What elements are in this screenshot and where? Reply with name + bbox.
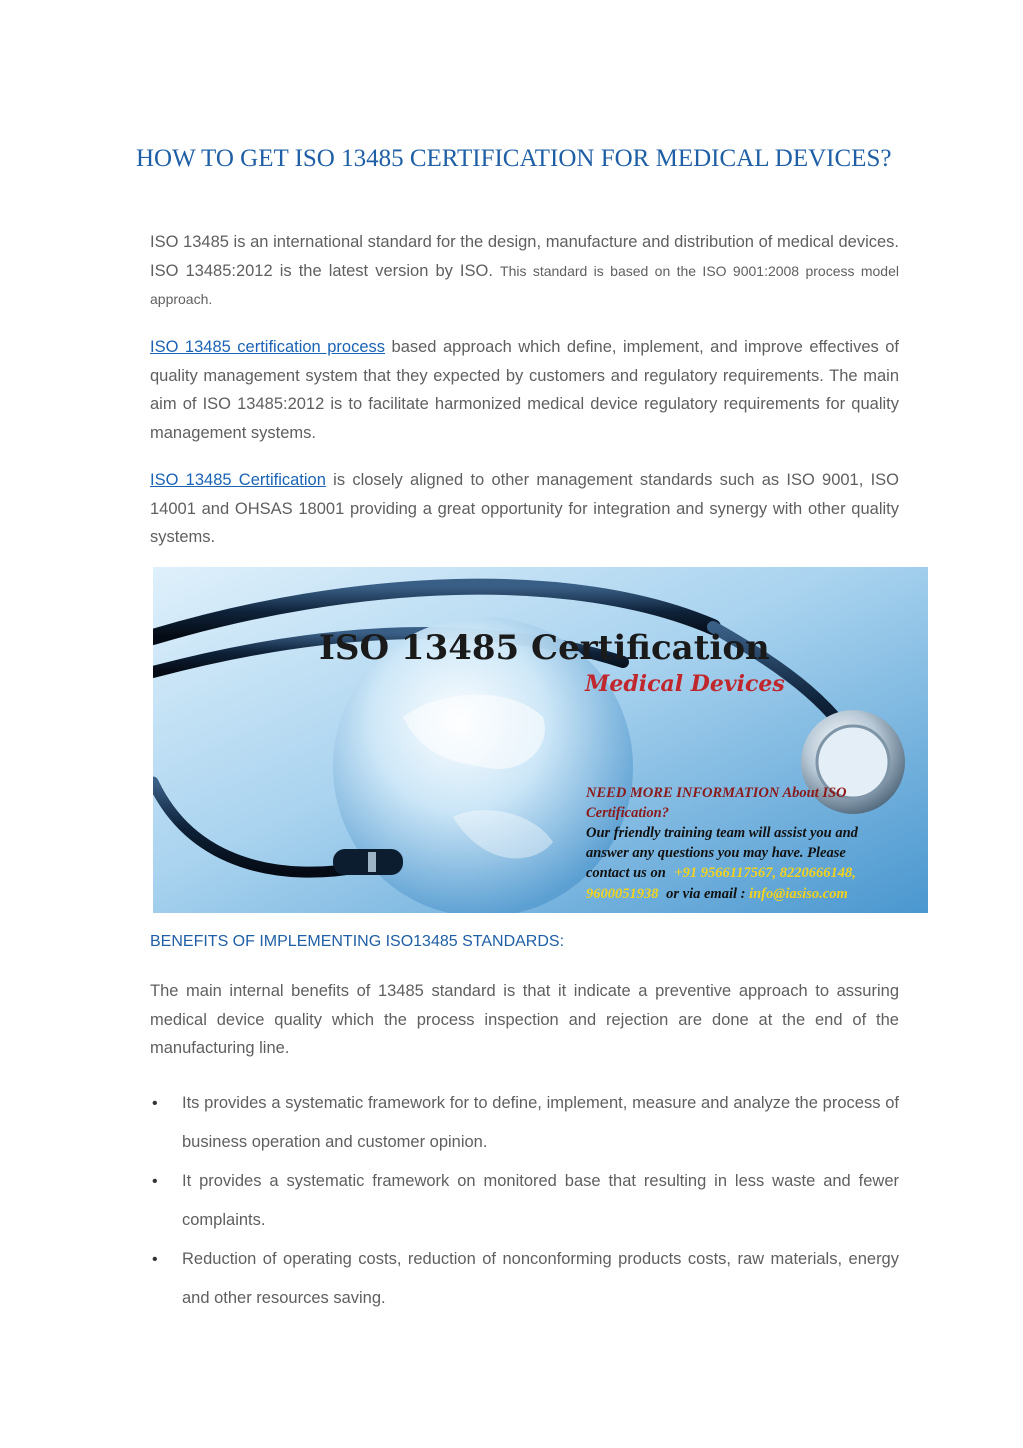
benefits-heading: BENEFITS OF IMPLEMENTING ISO13485 STANDARDS: [150, 933, 565, 950]
list-item [150, 1240, 899, 1318]
list-item-text: It provides a systematic framework on monitored base that resulting in less waste and fewer complaints. [182, 1172, 899, 1229]
list-item [150, 1084, 899, 1162]
banner-line-2: answer any questions you may have. Please [586, 845, 846, 861]
certification-link[interactable]: ISO 13485 Certification [150, 471, 326, 489]
bullet-glyph: • [152, 1173, 158, 1190]
intro-text: ISO 13485 is an international standard for the design, manufacture and distribution of medical devices. ISO 13485:2012 is the latest version by ISO. [150, 233, 899, 280]
benefits-intro-paragraph: The main internal benefits of 13485 standard is that it indicate a preventive approach to assuring medical device quality which the process inspection and rejection are done at the end of the manufacturing line. [150, 982, 899, 1057]
banner-heading: ISO 13485 Certification [319, 628, 770, 668]
banner-need-info: NEED MORE INFORMATION About ISO [586, 785, 847, 801]
intro-text-small: This standard is based on the ISO 9001:2008 process model approach. [150, 262, 899, 307]
certification-process-link[interactable]: ISO 13485 certification process [150, 338, 386, 356]
banner-subheading: Medical Devices [585, 671, 785, 697]
banner-contact-prefix: contact us on [586, 865, 666, 881]
list-item [150, 1162, 899, 1240]
list-item-text: Its provides a systematic framework for to define, implement, measure and analyze the process of business operation and customer opinion. [182, 1094, 899, 1151]
process-paragraph [150, 333, 899, 447]
banner-need-info-2: Certification? [586, 805, 669, 821]
banner-phones: +91 9566117567, 8220666148, [674, 865, 856, 881]
banner-email-prefix: or via email : [666, 886, 746, 902]
alignment-text: is closely aligned to other management standards such as ISO 9001, ISO 14001 and OHSAS 18001 providing a great opportunity for integration and synergy with other quality systems. [150, 471, 899, 546]
intro-paragraph [150, 228, 899, 314]
banner-contact [586, 865, 856, 881]
banner-line-1: Our friendly training team will assist you and [586, 825, 858, 841]
benefits-list [150, 1084, 899, 1318]
banner-image [153, 567, 928, 913]
bullet-glyph: • [152, 1095, 158, 1112]
banner-email: info@iasiso.com [749, 886, 848, 902]
bullet-glyph: • [152, 1251, 158, 1268]
banner-email-line [586, 886, 848, 902]
banner-phone-3: 9600051938 [586, 886, 659, 902]
list-item-text: Reduction of operating costs, reduction of nonconforming products costs, raw materials, energy and other resources saving. [182, 1250, 899, 1307]
process-text: based approach which define, implement, and improve effectives of quality management system that they expected by customers and regulatory requirements. The main aim of ISO 13485:2012 is to facilitate harmonized medical device regulatory requirements for quality management systems. [150, 338, 899, 442]
page-title: HOW TO GET ISO 13485 CERTIFICATION FOR MEDICAL DEVICES? [136, 145, 892, 172]
alignment-paragraph [150, 466, 899, 552]
